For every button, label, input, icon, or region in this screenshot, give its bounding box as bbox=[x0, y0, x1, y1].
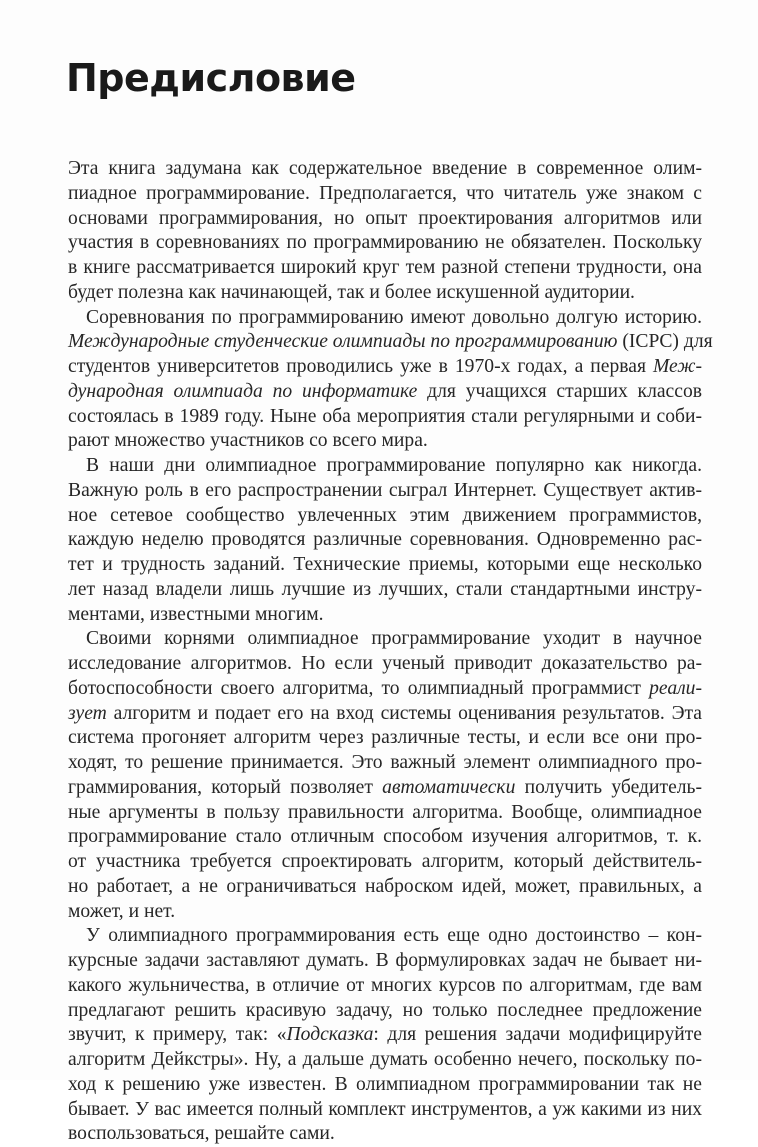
italic-term: автоматически bbox=[382, 776, 516, 798]
text-line: лет назад владели лишь лучшие из лучших, стали стандартными инстру- bbox=[68, 578, 702, 600]
paragraph bbox=[68, 924, 702, 1147]
text-line: Эта книга задумана как содержательное введение в современное олим- bbox=[68, 158, 702, 179]
paragraph bbox=[68, 157, 702, 306]
text-line: Своими корнями олимпиадное программирование уходит в научное bbox=[86, 628, 702, 650]
text-line: дународная олимпиада по информатике для учащихся старших классов bbox=[68, 380, 702, 402]
text-line: ные аргументы в пользу правильности алгоритма. Вообще, олимпиадное bbox=[68, 801, 702, 823]
italic-term: Подсказка bbox=[286, 1024, 374, 1046]
text-line: ное сетевое сообщество увлеченных этим движением программистов, bbox=[68, 504, 702, 526]
text-line: может, и нет. bbox=[68, 900, 176, 922]
text-line: В наши дни олимпиадное программирование популярно как никогда. bbox=[86, 455, 702, 476]
text-line: система прогоняет алгоритм через различные тесты, и если все они про- bbox=[68, 727, 702, 749]
text-line: в книге рассматривается широкий круг тем разной степени трудности, она bbox=[68, 257, 702, 278]
text-line: звучит, к примеру, так: «Подсказка: для решения задачи модифицируйте bbox=[68, 1024, 702, 1046]
text-line: состоялась в 1989 году. Ныне оба мероприятия стали регулярными и соби- bbox=[68, 405, 702, 427]
text-line: будет полезна как начинающей, так и более искушенной аудитории. bbox=[68, 281, 635, 303]
page-title: Предисловие bbox=[66, 56, 356, 100]
italic-term: дународная олимпиада по информатике bbox=[68, 380, 418, 402]
text-line: пиадное программирование. Предполагается, что читатель уже знаком с bbox=[68, 182, 702, 204]
text-line: рают множество участников со всего мира. bbox=[68, 430, 428, 452]
text-line: ход к решению уже известен. В олимпиадном программировании так не bbox=[68, 1073, 702, 1095]
preface-body bbox=[68, 157, 713, 1147]
italic-term: Международные студенческие олимпиады по программированию bbox=[68, 331, 618, 353]
text-line: Соревнования по программированию имеют довольно долгую историю. bbox=[86, 306, 702, 328]
text-line: тет и трудность заданий. Технические приемы, которыми еще несколько bbox=[68, 554, 702, 575]
text-line: студентов университетов проводились уже в 1970-х годах, а первая Меж- bbox=[68, 356, 702, 377]
text-line: исследование алгоритмов. Но если ученый приводит доказательство ра- bbox=[68, 653, 702, 674]
text-line: программирование стало отличным способом изучения алгоритмов, т. к. bbox=[68, 826, 702, 848]
text-line: воспользоваться, решайте сами. bbox=[68, 1123, 335, 1145]
text-line: У олимпиадного программирования есть еще одно достоинство – кон- bbox=[86, 925, 702, 947]
text-line: предлагают решить красивую задачу, но только последнее предложение bbox=[68, 999, 702, 1021]
text-line: курсные задачи заставляют думать. В формулировках задач не бывает ни- bbox=[68, 950, 702, 971]
paragraph bbox=[68, 627, 702, 924]
italic-term: Меж- bbox=[652, 356, 702, 377]
text-line: участия в соревнованиях по программированию не обязателен. Поскольку bbox=[68, 232, 702, 254]
text-line: какого жульничества, в отличие от многих курсов по алгоритмам, где вам bbox=[68, 974, 702, 996]
text-line: алгоритм Дейкстры». Ну, а дальше думать особенно нечего, поскольку по- bbox=[68, 1049, 702, 1070]
text-line: ботоспособности своего алгоритма, то олимпиадный программист реали- bbox=[68, 677, 702, 699]
italic-term: зует bbox=[68, 702, 107, 724]
text-line: граммирования, который позволяет автоматически получить убедитель- bbox=[68, 776, 703, 798]
paragraph bbox=[68, 454, 702, 627]
text-line: Международные студенческие олимпиады по программированию (ICPC) для bbox=[68, 331, 713, 353]
paragraph bbox=[68, 306, 713, 455]
text-line: Важную роль в его распространении сыграл Интернет. Существует актив- bbox=[68, 479, 702, 501]
text-line: основами программирования, но опыт проектирования алгоритмов или bbox=[68, 207, 702, 229]
text-line: от участника требуется спроектировать алгоритм, который действитель- bbox=[68, 851, 702, 872]
text-line: ходят, то решение принимается. Это важный элемент олимпиадного про- bbox=[68, 752, 702, 773]
italic-term: реали- bbox=[649, 677, 702, 699]
text-line: ментами, известными многим. bbox=[68, 603, 324, 625]
text-line: бывает. У вас имеется полный комплект инструментов, а уж какими из них bbox=[68, 1098, 702, 1120]
text-line: зует алгоритм и подает его на вход системы оценивания результатов. Эта bbox=[68, 702, 702, 724]
text-line: каждую неделю проводятся различные соревнования. Одновременно рас- bbox=[68, 529, 702, 551]
text-line: но работает, а не ограничиваться наброском идей, может, правильных, а bbox=[68, 875, 702, 897]
